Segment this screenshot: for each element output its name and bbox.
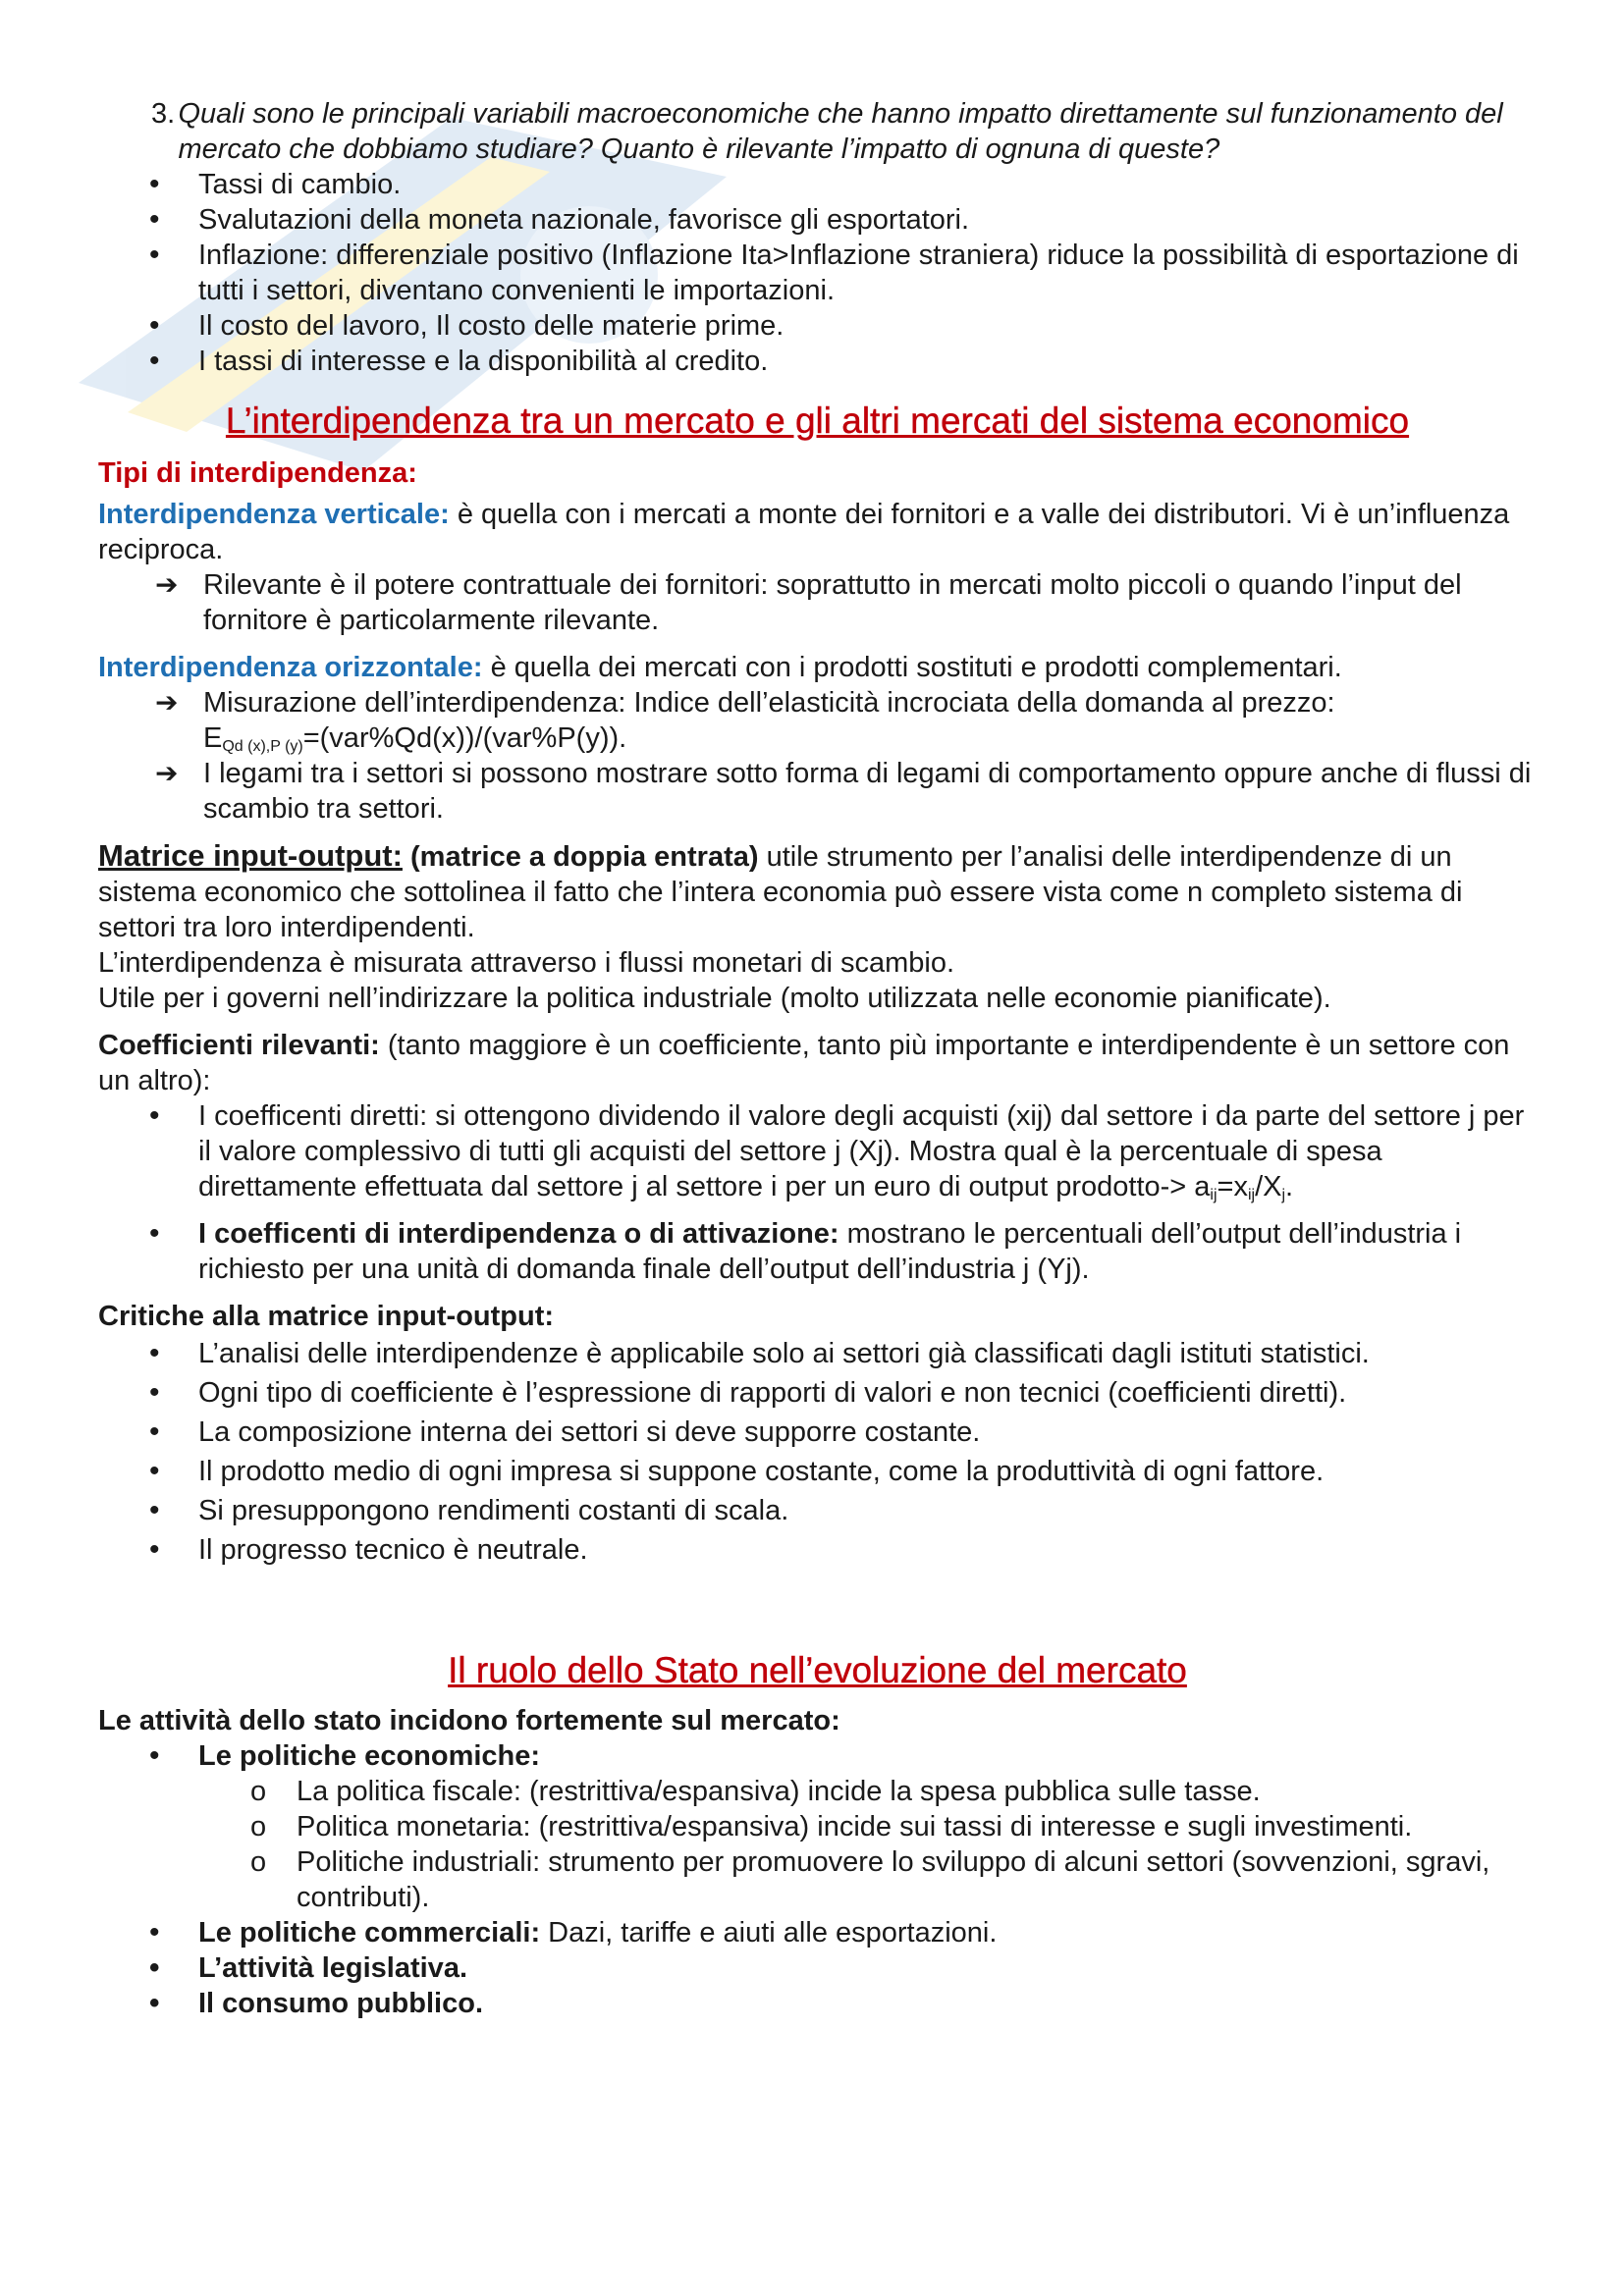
matrix-paragraph: Matrice input-output: (matrice a doppia entrata) utile strumento per l’analisi delle interdipendenze di un sistema economico che sottolinea il fatto che l’intera economia può essere vista come n completo sistema di settori tra loro interdipendenti. xyxy=(98,838,1463,943)
variables-list xyxy=(98,167,1537,379)
list-item: • Tassi di cambio. xyxy=(98,167,1537,202)
list-item: ➔ Misurazione dell’interdipendenza: Indice dell’elasticità incrociata della domanda al prezzo: $E_{Qd (x),P (y)}=(var\%Qd(x))/(var\%P(y))$. xyxy=(155,687,1335,755)
list-item: • L’attività legislativa. xyxy=(98,1950,1537,1986)
list-item: • Il consumo pubblico. xyxy=(98,1986,1537,2021)
list-item: • Svalutazioni della moneta nazionale, favorisce gli esportatori. xyxy=(98,202,1537,238)
vertical-paragraph xyxy=(98,497,1537,567)
list-item: • Le politiche commerciali: Dazi, tariffe e aiuti alle esportazioni. xyxy=(98,1915,1537,1950)
question-number: 3. xyxy=(151,98,176,130)
coefficients-paragraph: Coefficienti rilevanti: (tanto maggiore è un coefficiente, tanto più importante e interdipendente è un settore con un altro): xyxy=(98,1030,1510,1096)
list-item: • Ogni tipo di coefficiente è l’espressione di rapporti di valori e non tecnici (coefficienti diretti). xyxy=(98,1373,1537,1413)
list-item: • La composizione interna dei settori si deve supporre costante. xyxy=(98,1413,1537,1452)
list-item: • Il costo del lavoro, Il costo delle materie prime. xyxy=(98,308,1537,344)
horizontal-points xyxy=(98,685,1537,827)
vertical-label: Interdipendenza verticale: xyxy=(98,499,450,530)
list-item: • I coefficenti diretti: si ottengono dividendo il valore degli acquisti (xij) dal settore i da parte del settore j per il valore complessivo di tutti gli acquisti del settore j (Xj). Mostra qual è la percentuale di spesa direttamente effettuata dal settore j al settore i per un euro di output prodotto-> $a_{ij}=x_{ij}/X_j$. xyxy=(98,1098,1537,1204)
arrow-right-icon: ➔ xyxy=(155,687,179,718)
list-item: o Politiche industriali: strumento per promuovere lo sviluppo di alcuni settori (sovvenzioni, sgravi, contributi). xyxy=(98,1844,1537,1915)
document-page xyxy=(98,96,1537,2021)
horizontal-text: è quella dei mercati con i prodotti sostituti e prodotti complementari. xyxy=(482,652,1342,683)
list-item: • Il progresso tecnico è neutrale. xyxy=(98,1530,1537,1570)
formula: $E_{Qd (x),P (y)}=(var\%Qd(x))/(var\%P(y))$. xyxy=(203,722,627,755)
list-item: • Inflazione: differenziale positivo (Inflazione Ita>Inflazione straniera) riduce la possibilità di esportazione di tutti i settori, diventano convenienti le importazioni. xyxy=(98,238,1537,308)
horizontal-paragraph xyxy=(98,650,1537,685)
state-intro: Le attività dello stato incidono fortemente sul mercato: xyxy=(98,1705,840,1736)
question-text: Quali sono le principali variabili macroeconomiche che hanno impatto direttamente sul funzionamento del mercato che dobbiamo studiare? Quanto è rilevante l’impatto di ognuna di queste? xyxy=(178,98,1503,165)
matrix-line-2: L’interdipendenza è misurata attraverso i flussi monetari di scambio. xyxy=(98,947,955,979)
state-activities-list xyxy=(98,1738,1537,2021)
list-item: o Politica monetaria: (restrittiva/espansiva) incide sui tassi di interesse e sugli investimenti. xyxy=(98,1809,1537,1844)
question-3 xyxy=(98,96,1537,167)
list-item: • Le politiche economiche: o La politica fiscale: (restrittiva/espansiva) incide la spesa pubblica sulle tasse. o Politica monetaria: (restrittiva/espansiva) incide sui tassi di interesse e sugli investimenti. o Politiche industriali: strumento per promuovere lo sviluppo di alcuni settori (sovvenzioni, sgravi, contributi). xyxy=(98,1738,1537,1915)
coefficients-label: Coefficienti rilevanti: xyxy=(98,1030,380,1061)
critiques-list xyxy=(98,1334,1537,1570)
list-item: • Si presuppongono rendimenti costanti di scala. xyxy=(98,1491,1537,1530)
section-title-interdependence: L’interdipendenza tra un mercato e gli altri mercati del sistema economico xyxy=(225,400,1410,441)
matrix-line-3: Utile per i governi nell’indirizzare la politica industriale (molto utilizzata nelle economie pianificate). xyxy=(98,983,1331,1014)
list-item: o La politica fiscale: (restrittiva/espansiva) incide la spesa pubblica sulle tasse. xyxy=(98,1774,1537,1809)
vertical-points xyxy=(98,567,1537,638)
economic-policies-list xyxy=(98,1774,1537,1915)
section-title-state-role: Il ruolo dello Stato nell’evoluzione del mercato xyxy=(448,1650,1187,1690)
list-item: • L’analisi delle interdipendenze è applicabile solo ai settori già classificati dagli istituti statistici. xyxy=(98,1334,1537,1373)
arrow-right-icon: ➔ xyxy=(155,758,179,788)
matrix-label: Matrice input-output: xyxy=(98,838,403,873)
list-item: ➔ I legami tra i settori si possono mostrare sotto forma di legami di comportamento oppure anche di flussi di scambio tra settori. xyxy=(155,758,1532,825)
horizontal-label: Interdipendenza orizzontale: xyxy=(98,652,483,683)
coefficients-list xyxy=(98,1098,1537,1287)
list-item: • I coefficenti di interdipendenza o di attivazione: mostrano le percentuali dell’output dell’industria i richiesto per una unità di domanda finale dell’output dell’industria j (Yj). xyxy=(98,1216,1537,1287)
vertical-text: è quella con i mercati a monte dei fornitori e a valle dei distributori. Vi è un’influenza reciproca. xyxy=(98,499,1510,565)
list-item: ➔ Rilevante è il potere contrattuale dei fornitori: soprattutto in mercati molto piccoli o quando l’input del fornitore è particolarmente rilevante. xyxy=(155,569,1462,636)
list-item: • Il prodotto medio di ogni impresa si suppone costante, come la produttività di ogni fattore. xyxy=(98,1452,1537,1491)
types-label: Tipi di interdipendenza: xyxy=(98,457,417,489)
arrow-right-icon: ➔ xyxy=(155,569,179,600)
list-item: • I tassi di interesse e la disponibilità al credito. xyxy=(98,344,1537,379)
critiques-label: Critiche alla matrice input-output: xyxy=(98,1301,555,1332)
